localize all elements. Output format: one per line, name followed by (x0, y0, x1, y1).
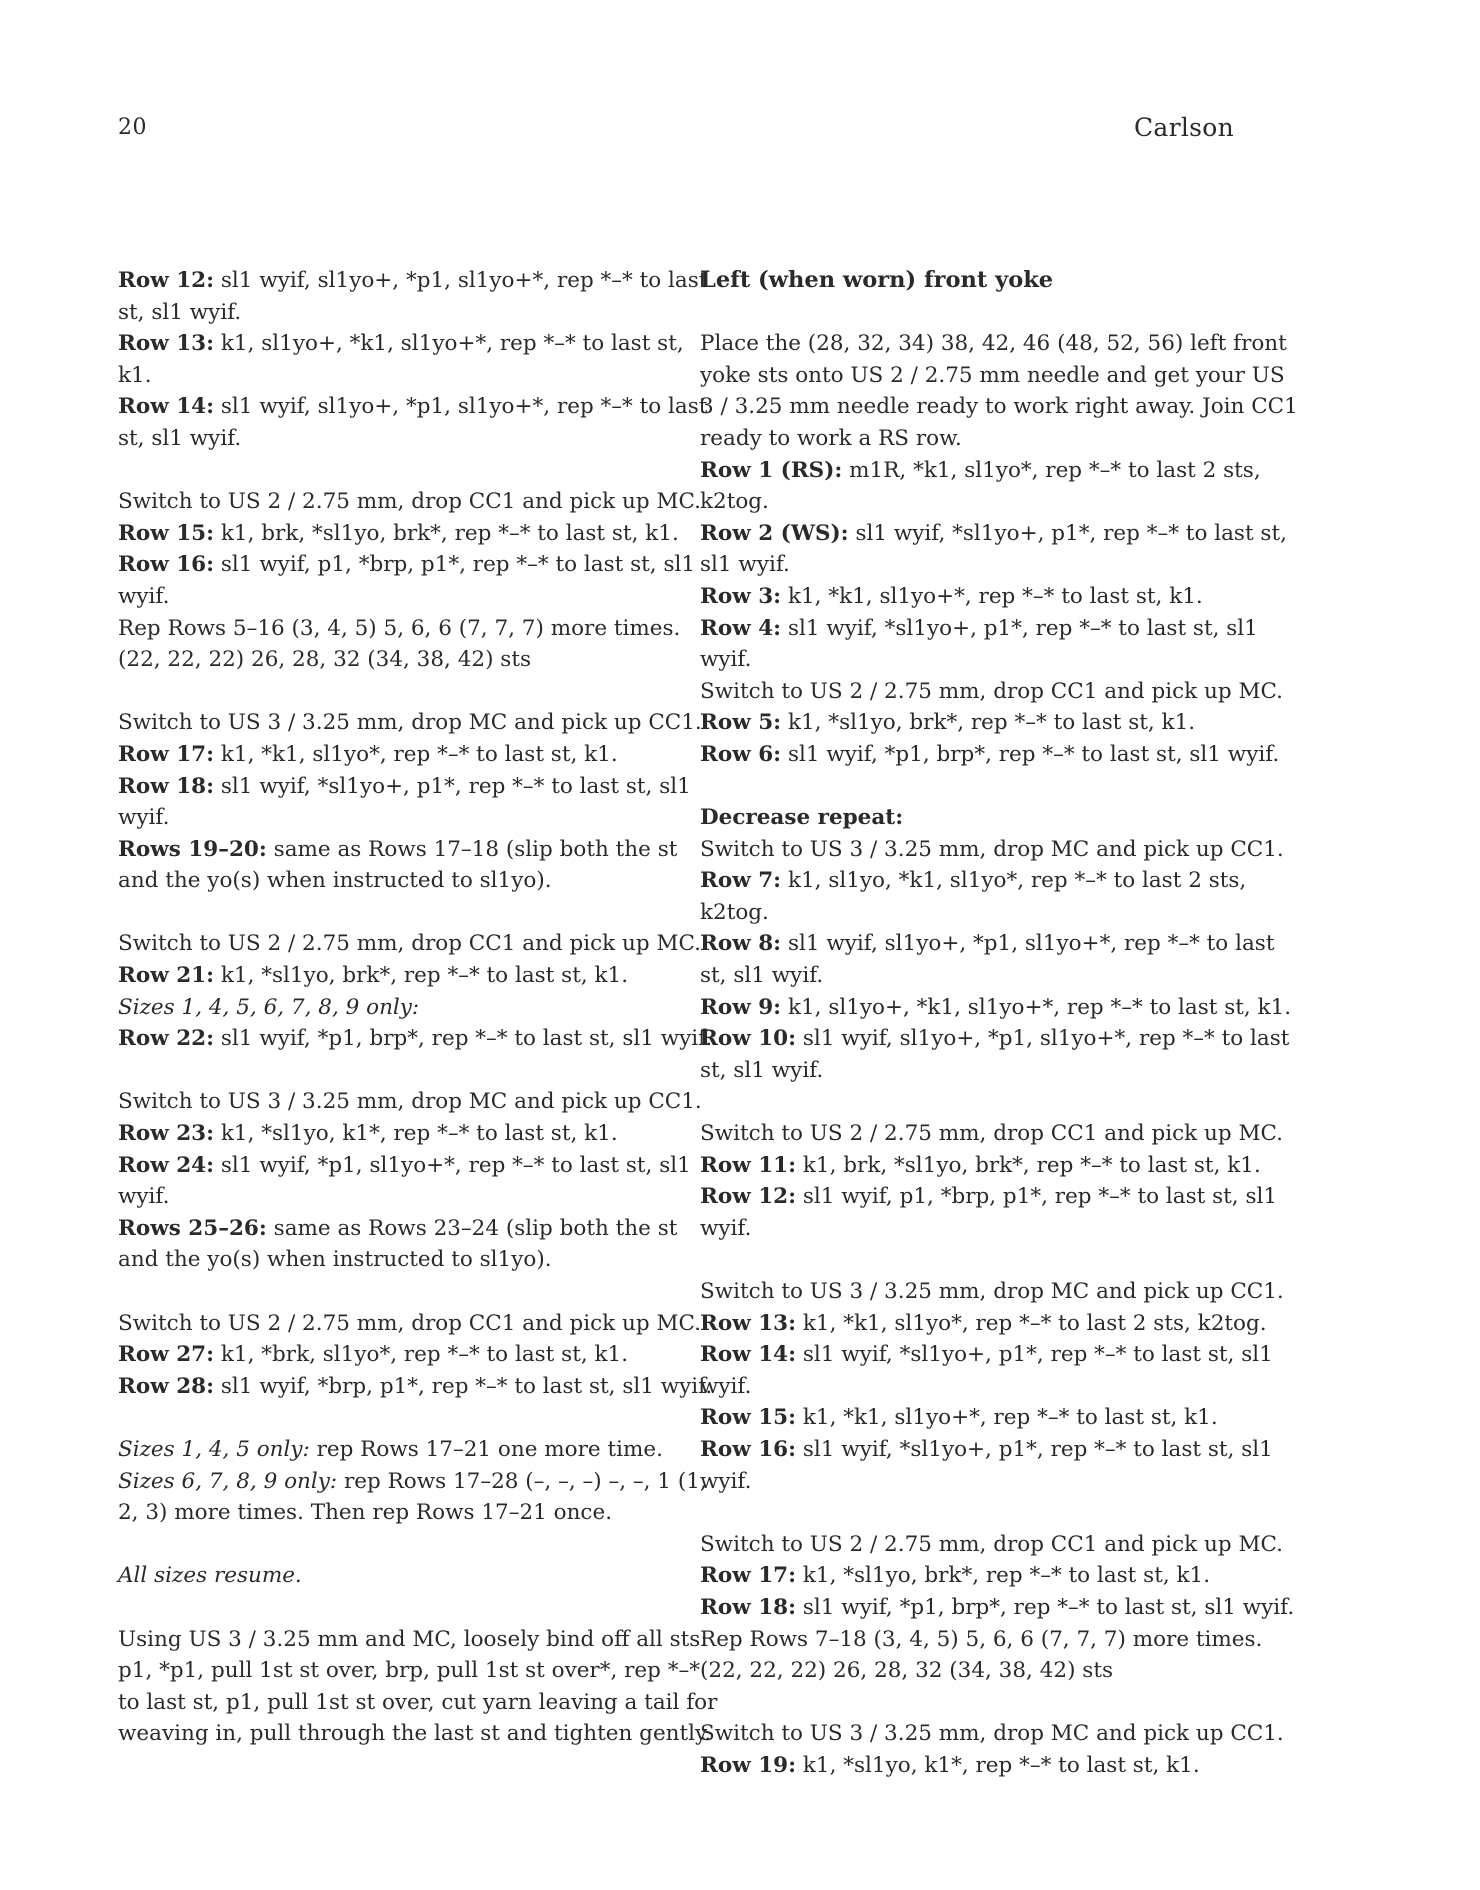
row-label: Row 13: (700, 1310, 797, 1336)
instruction-paragraph (118, 486, 718, 676)
instruction-text: Rep Rows 7–18 (3, 4, 5) 5, 6, 6 (7, 7, 7) more times. (700, 1626, 1263, 1652)
instruction-text: k1, brk, *sl1yo, brk*, rep *–* to last st, k1. (796, 1152, 1261, 1178)
section-heading: Left (when worn) front yoke (700, 267, 1054, 293)
instruction-text: sl1 wyif, *p1, brp*, rep *–* to last st, sl1 wyif. (214, 1026, 713, 1052)
instruction-paragraph (118, 1434, 718, 1529)
instruction-line (118, 1213, 718, 1276)
instruction-text: Switch to US 2 / 2.75 mm, drop CC1 and pick up MC. (118, 1310, 701, 1336)
row-label: Row 4: (700, 615, 782, 641)
instruction-text: Rep Rows 5–16 (3, 4, 5) 5, 6, 6 (7, 7, 7) more times. (118, 615, 681, 641)
size-note: All sizes resume. (118, 1563, 302, 1589)
instruction-line (118, 1023, 718, 1055)
instruction-line (700, 1529, 1300, 1561)
instruction-text: same as Rows 23–24 (slip both the st and the yo(s) when instructed to sl1yo). (118, 1215, 678, 1273)
instruction-text: Switch to US 3 / 3.25 mm, drop MC and pick up CC1. (700, 1721, 1284, 1747)
instruction-text: Switch to US 3 / 3.25 mm, drop MC and pick up CC1. (118, 710, 702, 736)
row-label: Row 18: (700, 1594, 797, 1620)
instruction-line (700, 1276, 1300, 1308)
instruction-line (118, 518, 718, 550)
instruction-text: sl1 wyif, p1, *brp, p1*, rep *–* to last st, sl1 wyif. (118, 552, 696, 609)
row-label: Row 17: (118, 741, 215, 767)
instruction-line (700, 676, 1300, 708)
instruction-line (118, 1434, 718, 1466)
instruction-line (700, 1308, 1300, 1340)
instruction-text: k1, sl1yo+, *k1, sl1yo+*, rep *–* to last st, k1. (781, 994, 1292, 1020)
instruction-line (700, 518, 1300, 581)
row-label: Row 22: (118, 1026, 215, 1052)
instruction-line (118, 1086, 718, 1118)
instruction-line (700, 455, 1300, 518)
instruction-line (118, 960, 718, 992)
instruction-line (700, 1718, 1300, 1750)
row-label: Row 27: (118, 1342, 215, 1368)
instruction-line (700, 739, 1300, 771)
instruction-line (700, 1750, 1300, 1782)
instruction-text: (22, 22, 22) 26, 28, 32 (34, 38, 42) sts (700, 1658, 1113, 1684)
row-label: Row 17: (700, 1563, 797, 1589)
instruction-text: rep Rows 17–21 one more time. (309, 1436, 663, 1462)
instruction-line (700, 992, 1300, 1024)
instruction-text: sl1 wyif, *sl1yo+, p1*, rep *–* to last st, sl1 wyif. (700, 1436, 1273, 1494)
instruction-line (700, 1402, 1300, 1434)
row-label: Row 16: (700, 1436, 797, 1462)
row-label: Row 1 (RS): (700, 457, 843, 483)
instruction-text: sl1 wyif, p1, *brp, p1*, rep *–* to last st, sl1 wyif. (700, 1184, 1278, 1241)
instruction-line (700, 613, 1300, 676)
row-label: Row 21: (118, 963, 215, 989)
row-label: Row 14: (700, 1342, 797, 1368)
instruction-text: sl1 wyif, sl1yo+, *p1, sl1yo+*, rep *–* to last st, sl1 wyif. (118, 268, 708, 325)
size-note: Sizes 1, 4, 5, 6, 7, 8, 9 only: (118, 994, 420, 1020)
instruction-text: Switch to US 2 / 2.75 mm, drop CC1 and pick up MC. (700, 1121, 1283, 1147)
instruction-line (700, 834, 1300, 866)
row-label: Row 14: (118, 394, 215, 420)
instruction-text: Switch to US 3 / 3.25 mm, drop MC and pick up CC1. (700, 836, 1284, 862)
instruction-text: sl1 wyif, *p1, sl1yo+*, rep *–* to last st, sl1 wyif. (118, 1152, 691, 1210)
instruction-text: k1, *sl1yo, brk*, rep *–* to last st, k1. (796, 1563, 1211, 1589)
instruction-text: sl1 wyif, *brp, p1*, rep *–* to last st, sl1 wyif. (214, 1373, 713, 1399)
instruction-line (700, 328, 1300, 454)
instruction-line (118, 739, 718, 771)
instruction-text: sl1 wyif, sl1yo+, *p1, sl1yo+*, rep *–* to last st, sl1 wyif. (118, 394, 708, 451)
row-label: Row 19: (700, 1752, 797, 1778)
row-label: Row 7: (700, 868, 782, 894)
row-label: Row 23: (118, 1121, 215, 1147)
instruction-paragraph (700, 1118, 1300, 1244)
right-column (700, 265, 1300, 1782)
instruction-text: Switch to US 2 / 2.75 mm, drop CC1 and pick up MC. (700, 678, 1283, 704)
instruction-line (700, 1624, 1300, 1656)
size-note: Sizes 6, 7, 8, 9 only: (118, 1468, 338, 1494)
instruction-line (118, 1371, 718, 1403)
instruction-text: k1, *sl1yo, brk*, rep *–* to last st, k1. (781, 710, 1196, 736)
row-label: Row 13: (118, 331, 215, 357)
instruction-line (118, 613, 718, 645)
instruction-text: sl1 wyif, sl1yo+, *p1, sl1yo+*, rep *–* to last st, sl1 wyif. (700, 931, 1275, 989)
instruction-paragraph (118, 1086, 718, 1276)
size-note: Sizes 1, 4, 5 only: (118, 1436, 310, 1462)
instruction-text: rep Rows 17–28 (–, –, –) –, –, 1 (1, 2, 3) more times. Then rep Rows 17–21 once. (118, 1468, 707, 1526)
instruction-paragraph (700, 328, 1300, 770)
instruction-line (118, 486, 718, 518)
row-label: Row 2 (WS): (700, 520, 849, 546)
instruction-line (118, 328, 718, 391)
instruction-paragraph (118, 1560, 718, 1592)
instruction-text: sl1 wyif, *sl1yo+, p1*, rep *–* to last st, sl1 wyif. (700, 520, 1287, 578)
instruction-line (700, 581, 1300, 613)
instruction-paragraph (700, 802, 1300, 1086)
instruction-text: sl1 wyif, *sl1yo+, p1*, rep *–* to last st, sl1 wyif. (118, 773, 691, 831)
instruction-line (700, 1118, 1300, 1150)
instruction-line (118, 992, 718, 1024)
row-label: Decrease repeat: (700, 805, 904, 831)
row-label: Row 9: (700, 994, 782, 1020)
row-label: Row 3: (700, 583, 782, 609)
instruction-line (700, 928, 1300, 991)
row-label: Row 12: (118, 268, 215, 293)
instruction-line (118, 771, 718, 834)
instruction-line (118, 1150, 718, 1213)
instruction-text: Place the (28, 32, 34) 38, 42, 46 (48, 52, 56) left front yoke sts onto US 2 / 2.75 mm needle and get your US 3 / 3.25 mm needle ready to work right away. Join CC1 ready to work a RS row. (700, 331, 1298, 451)
instruction-line (700, 1181, 1300, 1244)
row-label: Row 8: (700, 931, 782, 957)
instruction-line (118, 707, 718, 739)
instruction-line (700, 802, 1300, 834)
page-number: 20 (118, 115, 147, 140)
instruction-line (700, 1655, 1300, 1687)
row-label: Rows 25–26: (118, 1215, 267, 1241)
instruction-line (118, 265, 718, 328)
instruction-text: k1, *sl1yo, k1*, rep *–* to last st, k1. (796, 1752, 1200, 1778)
instruction-text: k1, *brk, sl1yo*, rep *–* to last st, k1. (214, 1342, 629, 1368)
instruction-text: Switch to US 3 / 3.25 mm, drop MC and pick up CC1. (700, 1279, 1284, 1304)
instruction-text: Switch to US 2 / 2.75 mm, drop CC1 and pick up MC. (700, 1531, 1283, 1557)
row-label: Row 10: (700, 1026, 797, 1052)
instruction-paragraph (700, 1718, 1300, 1781)
instruction-line (118, 834, 718, 897)
instruction-line (118, 1624, 718, 1750)
instruction-paragraph (700, 1529, 1300, 1687)
instruction-paragraph (118, 265, 718, 455)
instruction-line (118, 1118, 718, 1150)
row-label: Row 18: (118, 773, 215, 799)
row-label: Row 6: (700, 741, 782, 767)
instruction-line (700, 1560, 1300, 1592)
instruction-text: sl1 wyif, sl1yo+, *p1, sl1yo+*, rep *–* to last st, sl1 wyif. (700, 1026, 1290, 1083)
instruction-text: Switch to US 2 / 2.75 mm, drop CC1 and pick up MC. (118, 931, 701, 957)
running-head: Carlson (1133, 113, 1234, 142)
instruction-text: (22, 22, 22) 26, 28, 32 (34, 38, 42) sts (118, 647, 531, 673)
row-label: Row 28: (118, 1373, 215, 1399)
row-label: Row 11: (700, 1152, 797, 1178)
instruction-line (700, 1150, 1300, 1182)
instruction-text: same as Rows 17–18 (slip both the st and the yo(s) when instructed to sl1yo). (118, 836, 678, 894)
instruction-text: m1R, *k1, sl1yo*, rep *–* to last 2 sts, k2tog. (700, 457, 1261, 515)
instruction-line (700, 1592, 1300, 1624)
instruction-line (118, 1339, 718, 1371)
instruction-line (118, 1560, 718, 1592)
instruction-text: k1, *k1, sl1yo*, rep *–* to last st, k1. (214, 741, 618, 767)
instruction-line (118, 549, 718, 612)
instruction-line (700, 1023, 1300, 1086)
instruction-text: k1, brk, *sl1yo, brk*, rep *–* to last st, k1. (214, 520, 679, 546)
instruction-text: k1, sl1yo, *k1, sl1yo*, rep *–* to last 2 sts, k2tog. (700, 868, 1247, 925)
instruction-text: sl1 wyif, *sl1yo+, p1*, rep *–* to last st, sl1 wyif. (700, 1342, 1273, 1399)
instruction-line (700, 1339, 1300, 1402)
instruction-line (700, 1434, 1300, 1497)
instruction-text: k1, *k1, sl1yo+*, rep *–* to last st, k1. (796, 1405, 1218, 1431)
instruction-text: k1, *k1, sl1yo+*, rep *–* to last st, k1. (781, 583, 1203, 609)
instruction-line (700, 707, 1300, 739)
instruction-line (118, 644, 718, 676)
instruction-text: Switch to US 3 / 3.25 mm, drop MC and pick up CC1. (118, 1089, 702, 1115)
left-column (118, 265, 718, 1750)
instruction-line (118, 1308, 718, 1340)
row-label: Row 16: (118, 552, 215, 578)
instruction-text: sl1 wyif, *p1, brp*, rep *–* to last st, sl1 wyif. (781, 741, 1280, 767)
right-column-body (700, 328, 1300, 1781)
instruction-paragraph (118, 1624, 718, 1750)
row-label: Row 5: (700, 710, 782, 736)
instruction-line (700, 865, 1300, 928)
instruction-text: k1, sl1yo+, *k1, sl1yo+*, rep *–* to last st, k1. (118, 331, 684, 388)
instruction-text: sl1 wyif, *p1, brp*, rep *–* to last st, sl1 wyif. (796, 1594, 1295, 1620)
instruction-text: Using US 3 / 3.25 mm and MC, loosely bind off all sts: p1, *p1, pull 1st st over, brp, pull 1st st over*, rep *–* to last st, p1, pull 1st st over, cut yarn leaving a tail for weaving in, pull through the last st and tighten gently. (118, 1626, 718, 1747)
instruction-paragraph (118, 928, 718, 1054)
row-label: Row 24: (118, 1152, 215, 1178)
instruction-line (118, 928, 718, 960)
instruction-line (118, 391, 718, 454)
instruction-text: k1, *sl1yo, k1*, rep *–* to last st, k1. (214, 1121, 618, 1147)
row-label: Rows 19–20: (118, 836, 267, 862)
instruction-line (118, 1466, 718, 1529)
instruction-text: sl1 wyif, *sl1yo+, p1*, rep *–* to last st, sl1 wyif. (700, 615, 1258, 673)
instruction-text: k1, *k1, sl1yo*, rep *–* to last 2 sts, k2tog. (796, 1310, 1267, 1336)
instruction-paragraph (118, 1308, 718, 1403)
instruction-paragraph (118, 707, 718, 897)
row-label: Row 15: (118, 520, 215, 546)
row-label: Row 15: (700, 1405, 797, 1431)
instruction-text: k1, *sl1yo, brk*, rep *–* to last st, k1. (214, 963, 629, 989)
row-label: Row 12: (700, 1184, 797, 1210)
instruction-paragraph (700, 1276, 1300, 1497)
instruction-text: Switch to US 2 / 2.75 mm, drop CC1 and pick up MC. (118, 489, 701, 515)
